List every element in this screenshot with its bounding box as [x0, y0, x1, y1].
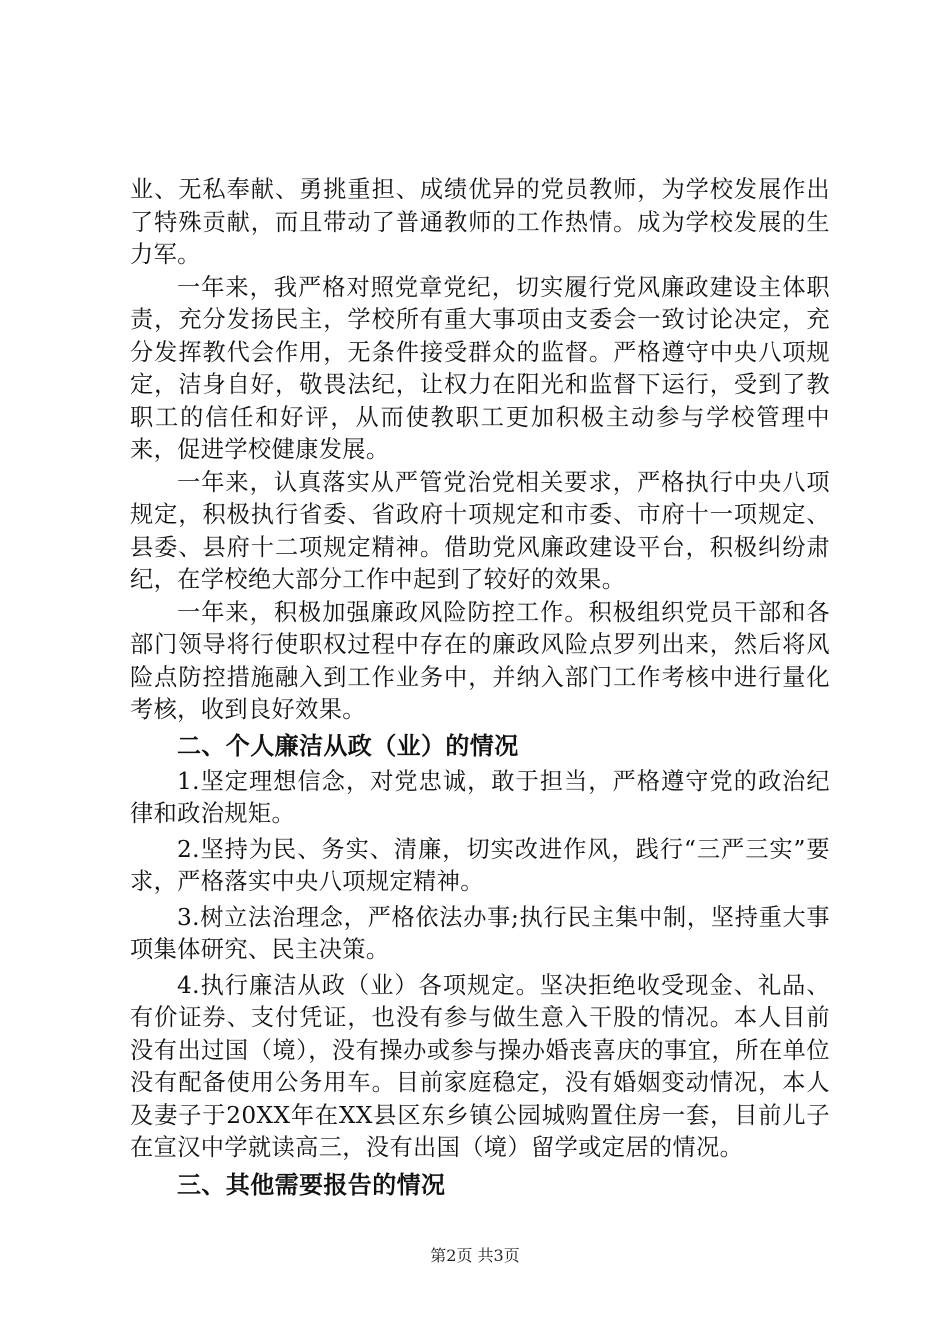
- document-body: [130, 174, 830, 1203]
- paragraph-strict-governance: 一年来，认真落实从严管党治党相关要求，严格执行中央八项规定，积极执行省委、省政府十项规定和市委、市府十一项规定、县委、县府十二项规定精神。借助党风廉政建设平台，积极纠纷肃纪，在学校绝大部分工作中起到了较好的效果。: [130, 468, 830, 593]
- paragraph-party-discipline: 一年来，我严格对照党章党纪，切实履行党风廉政建设主体职责，充分发扬民主，学校所有重大事项由支委会一致讨论决定，充分发挥教代会作用，无条件接受群众的监督。严格遵守中央八项规定，洁身自好，敬畏法纪，让权力在阳光和监督下运行，受到了教职工的信任和好评，从而使教职工更加积极主动参与学校管理中来，促进学校健康发展。: [130, 273, 830, 463]
- paragraph-risk-control: 一年来，积极加强廉政风险防控工作。积极组织党员干部和各部门领导将行使职权过程中存在的廉政风险点罗列出来，然后将风险点防控措施融入到工作业务中，并纳入部门工作考核中进行量化考核，收到良好效果。: [130, 598, 830, 723]
- list-item-3: 3.树立法治理念，严格依法办事;执行民主集中制，坚持重大事项集体研究、民主决策。: [130, 903, 830, 963]
- section-heading-other-matters: 三、其他需要报告的情况: [177, 1170, 446, 1199]
- page-footer: 第2页 共3页: [430, 1246, 520, 1265]
- section-heading-personal-integrity: 二、个人廉洁从政（业）的情况: [177, 731, 519, 760]
- list-item-1: 1.坚定理想信念，对党忠诚，敢于担当，严格遵守党的政治纪律和政治规矩。: [130, 767, 830, 827]
- list-item-4: 4.执行廉洁从政（业）各项规定。坚决拒绝收受现金、礼品、有价证券、支付凭证，也没有参与做生意入干股的情况。本人目前没有出过国（境），没有操办或参与操办婚丧喜庆的事宜，所在单位没有配备使用公务用车。目前家庭稳定，没有婚姻变动情况，本人及妻子于20XX年在XX县区东乡镇公园城购置住房一套，目前儿子在宣汉中学就读高三，没有出国（境）留学或定居的情况。: [130, 971, 830, 1161]
- paragraph-continuation: 业、无私奉献、勇挑重担、成绩优异的党员教师，为学校发展作出了特殊贡献，而且带动了普通教师的工作热情。成为学校发展的生力军。: [130, 176, 830, 268]
- list-item-2: 2.坚持为民、务实、清廉，切实改进作风，践行“三严三实”要求，严格落实中央八项规定精神。: [130, 835, 830, 895]
